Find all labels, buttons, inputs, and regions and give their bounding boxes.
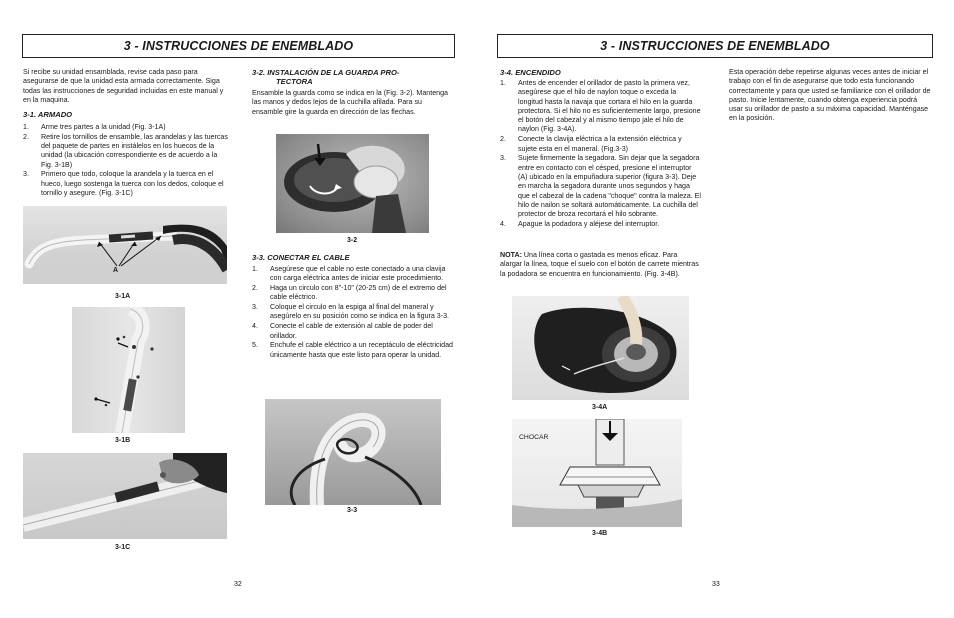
- list-item: 2. Haga un circulo con 8"-10" (20-25 cm) de el extremo del cable eléctrico.: [252, 284, 447, 302]
- cable-steps: [252, 265, 455, 360]
- list-item: 5. Enchufe el cable eléctrico a un receptáculo de eléctricidad únicamente hasta que este listo para operar la unidad.: [252, 341, 453, 359]
- figure-3-1a-label-a: A: [113, 267, 119, 274]
- figure-3-1a-photo: [23, 206, 227, 284]
- list-item: 4. Apague la podadora y aléjese del interruptor.: [500, 219, 660, 228]
- figure-3-4a-caption: 3-4A: [592, 404, 608, 411]
- page-number-left: 32: [234, 581, 242, 588]
- figure-3-1b-photo: [72, 307, 185, 433]
- section-cable-title: 3-3. CONECTAR EL CABLE: [252, 253, 350, 262]
- page-number-right: 33: [712, 581, 720, 588]
- figure-3-3-photo: [265, 399, 441, 505]
- armado-steps: [23, 123, 228, 199]
- encendido-steps: [500, 79, 701, 230]
- figure-3-1c-caption: 3-1C: [115, 544, 131, 551]
- list-item: 2. Conecte la clavija eléctrica a la extensión eléctrica y sujete esta en el maneral. (Fig.3-3): [500, 135, 682, 153]
- section-encendido-title: 3-4. ENCENDIDO: [500, 68, 561, 77]
- nota-body: Una línea corta o gastada es menos eficaz. Para alargar la línea, toque el suelo con el botón de carrete mientras la podadora se encuentra en funcionamiento. (Fig. 3-4B).: [500, 251, 699, 278]
- left-page-header: 3 - INSTRUCCIONES DE ENEMBLADO: [22, 34, 455, 58]
- intro-paragraph: Si recibe su unidad ensamblada, revise cada paso para asegurarse de que la unidad esta armada correctamente. Siga todas las instrucciones de seguridad incluidas en este manual y en la maquina.: [23, 68, 224, 104]
- list-item: 3. Coloque el circulo en la espiga al final del maneral y asegúrelo en su posición como se indica en la figura 3-3.: [252, 303, 450, 321]
- section-armado-title: 3-1. ARMADO: [23, 110, 73, 119]
- section-guarda-title-2: TECTORA: [276, 77, 313, 86]
- nota-paragraph: [500, 251, 701, 279]
- figure-3-2-caption: 3-2: [347, 237, 358, 244]
- figure-3-4b-caption: 3-4B: [592, 530, 608, 537]
- figure-3-1b-caption: 3-1B: [115, 437, 131, 444]
- figure-3-4a-photo: [512, 296, 689, 400]
- section-guarda-title-1: 3-2. INSTALACIÓN DE LA GUARDA PRO-: [252, 68, 400, 77]
- list-item: 1. Arme tres partes a la unidad (Fig. 3-1A): [23, 123, 166, 131]
- list-item: 3. Primero que todo, coloque la arandela y la tuerca en el hueco, luego sostenga la tuerca con los dedos, coloque el tornillo y asegure. (Fig. 3-1C): [23, 170, 224, 198]
- guarda-paragraph: Ensamble la guarda como se indica en la (Fig. 3-2). Mantenga las manos y dedos lejos de la cuchilla afilada. Para su ensamble gire la guarda en dirección de las flechas.: [252, 89, 448, 116]
- right-page-header: 3 - INSTRUCCIONES DE ENEMBLADO: [497, 34, 933, 58]
- figure-3-3-caption: 3-3: [347, 507, 358, 514]
- list-item: 3. Sujete firmemente la segadora. Sin dejar que la segadora entre en contacto con el césped, presione el interruptor (A) ubicado en la empuñadura superior (figura 3-3). Deje en marcha la segadora durante unos segundos y haga que el cabezal de la cadena "choque" contra la maleza. El hilo de nailon se soltará automáticamente. La cuchilla del protector de broza recortará el hilo sobrante.: [500, 154, 701, 219]
- list-item: 1. Asegúrese que el cable no este conectado a una clavija con carga eléctrica antes de iniciar este procedimiento.: [252, 265, 446, 283]
- figure-3-2-photo: [276, 134, 429, 233]
- list-item: 1. Antes de encender el orillador de pasto la primera vez, asegúrese que el hilo de naylon toque o exceda la longitud hasta la navaja que cortara el hilo en la guarda protectora. Si el hilo no es suficientemente largo, presione el botón del cabezal y al mismo tiempo jale el hilo de naylon (Fig. 3-4A).: [500, 79, 701, 134]
- list-item: 2. Retire los tornillos de ensamble, las arandelas y las tuercas del paquete de partes en instálelos en los huecos de la unidad (la ubicación correspondiente es de acuerdo a la Fig. 3-1B): [23, 132, 228, 169]
- figure-3-1c-photo: [23, 453, 227, 539]
- list-item: 4. Conecte el cable de extensión al cable de poder del orillador.: [252, 322, 433, 340]
- figure-3-4b-label-chocar: CHOCAR: [519, 434, 549, 441]
- nota-label: NOTA:: [500, 251, 522, 259]
- right-column-paragraph: Esta operación debe repetirse algunas veces antes de iniciar el trabajo con el fin de asegurarse que todo esta funcionando correctamente y para que usted se familiarice con el orillador de pasto. Inicie lentamente, cuando obtenga experiencia podrá usar su orillador de pasto a su máxima capacidad. Manténgase en la posición.: [729, 68, 931, 123]
- figure-3-1a-caption: 3-1A: [115, 293, 131, 300]
- figure-3-4b-photo: [512, 419, 682, 527]
